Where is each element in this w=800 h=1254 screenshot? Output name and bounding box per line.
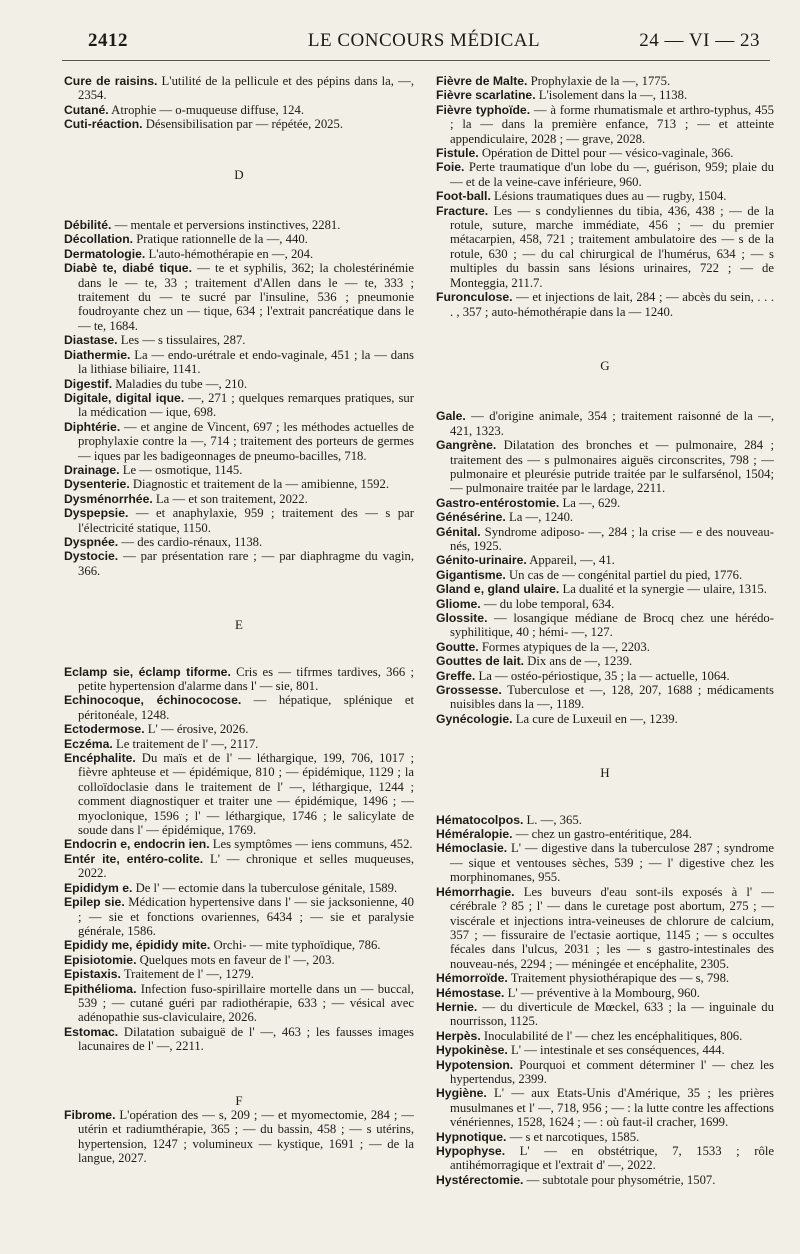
index-entry	[436, 640, 774, 654]
entry-text: Médication hypertensive dans l' — sie jacksonienne, 40 ; — sie et fonctions ovariennes, 6434 ; — sie et paralysie générale, 1586.	[78, 895, 414, 938]
index-entry	[64, 895, 414, 938]
entry-text: Un cas de — congénital partiel du pied, 1776.	[505, 567, 743, 582]
index-entry	[64, 232, 414, 246]
entry-text: — par présentation rare ; — par diaphragme du vagin, 366.	[78, 549, 414, 578]
entry-text: Pourquoi et comment déterminer l' — chez les hypertendus, 2399.	[450, 1057, 774, 1086]
entry-heading: Dystocie.	[64, 549, 119, 564]
section-letter: G	[600, 357, 610, 373]
index-entry	[436, 1000, 774, 1029]
entry-heading: Ectodermose.	[64, 722, 145, 737]
index-entry	[436, 510, 774, 524]
index-entry	[436, 189, 774, 203]
index-entry	[64, 377, 414, 391]
index-entry	[436, 409, 774, 438]
index-entry	[64, 1025, 414, 1054]
entry-text: Tuberculose et —, 128, 207, 1688 ; médicaments nuisibles dans la —, 1189.	[450, 683, 774, 712]
entry-heading: Cutané.	[64, 102, 109, 117]
entry-heading: Fièvre de Malte.	[436, 74, 528, 88]
entry-heading: Echinocoque, échinococose.	[64, 693, 242, 708]
entry-heading: Epilep sie.	[64, 895, 125, 910]
entry-heading: Hystérectomie.	[436, 1172, 524, 1187]
entry-text: L' — en obstétrique, 7, 1533 ; rôle antihémorragique et l'extrait d' —, 2022.	[450, 1144, 774, 1173]
index-entry	[64, 982, 414, 1025]
entry-text: La — endo-urétrale et endo-vaginale, 451 ; la — dans la lithiase biliaire, 1141.	[78, 347, 414, 377]
entry-text: Inoculabilité de l' — chez les encéphalitiques, 806.	[480, 1028, 743, 1043]
entry-text: La — ostéo-périostique, 35 ; la — actuelle, 1064.	[475, 668, 730, 683]
entry-heading: Gangrène.	[436, 438, 497, 453]
index-entry	[64, 333, 414, 347]
entry-text: Syndrome adiposo- —, 284 ; la crise — e des nouveau-nés, 1925.	[450, 524, 774, 553]
entry-heading: Eczéma.	[64, 736, 113, 751]
entry-text: Du maïs et de l' — léthargique, 199, 706, 1017 ; fièvre aphteuse et — épidémique, 810 ; — épidémique, 1129 ; la colloïdoclasie dans le traitement de l' —, léthargique, 1244 ; comment diagnostiquer et traiter une — épidémique, 1496 ; — myoclonique, 1596 ; l' — léthargique, 1746 ; le salicylate de soude dans l' — épidémique, 1769.	[78, 751, 414, 838]
index-entry	[64, 348, 414, 377]
entry-heading: Dysménorrhée.	[64, 491, 153, 506]
entry-heading: Fièvre scarlatine.	[436, 88, 536, 103]
index-entry	[436, 553, 774, 567]
entry-heading: Hypotension.	[436, 1057, 514, 1072]
index-entry	[436, 683, 774, 712]
index-entry	[436, 986, 774, 1000]
entry-text: Les — s condyliennes du tibia, 436, 438 ; — de la rotule, suture, marche immédiate, 456 ; — du premier métacarpien, 458, 721 ; traitement ambulatoire des — s de la rotule, 630 ; — du cal chirurgical de l'humérus, 634 ; — s multiples du bassin sans lésions urinaires, 722 ; — de Monteggia, 211.7.	[450, 203, 774, 290]
index-entry	[64, 535, 414, 549]
index-entry	[436, 88, 774, 102]
index-entry	[436, 1130, 774, 1144]
entry-heading: Epithélioma.	[64, 981, 137, 996]
entry-text: — des cardio-rénaux, 1138.	[118, 534, 263, 549]
index-entry	[436, 1043, 774, 1057]
entry-text: Le — osmotique, 1145.	[119, 462, 243, 477]
index-entry	[436, 827, 774, 841]
entry-text: Pratique rationnelle de la —, 440.	[133, 232, 308, 247]
index-entry	[64, 74, 414, 103]
index-entry	[64, 420, 414, 463]
entry-heading: Génésérine.	[436, 510, 506, 525]
entry-heading: Foie.	[436, 160, 465, 175]
entry-heading: Dysenterie.	[64, 477, 130, 492]
index-entry	[64, 665, 414, 694]
entry-heading: Dermatologie.	[64, 246, 146, 261]
entry-heading: Digitale, digital ique.	[64, 390, 185, 405]
index-entry	[436, 1058, 774, 1087]
entry-text: Appareil, —, 41.	[526, 553, 615, 568]
entry-text: L'auto-hémothérapie en —, 204.	[145, 246, 314, 261]
header-rule	[62, 60, 770, 61]
entry-text: Dix ans de —, 1239.	[524, 654, 633, 669]
entry-text: L' — érosive, 2026.	[144, 722, 249, 737]
entry-text: La dualité et la synergie — ulaire, 1315.	[559, 582, 767, 597]
entry-text: — te et syphilis, 362; la cholestérinémie dans le — te, 33 ; traitement d'Allen dans le — te, 333 ; traitement du — te sucré par l'insuline, 536 ; pneumonie foudroyante chez un — tique, 634 ; l'extrait pancréatique dans le — te, 1684.	[78, 261, 414, 333]
index-entry	[436, 1029, 774, 1043]
index-entry	[64, 103, 414, 117]
right-column	[436, 74, 774, 1187]
entry-text: — chez un gastro-entéritique, 284.	[512, 827, 692, 842]
entry-heading: Hémostase.	[436, 985, 505, 1000]
entry-heading: Gastro-entérostomie.	[436, 495, 560, 510]
index-entry	[64, 391, 414, 420]
index-entry	[436, 290, 774, 319]
index-entry	[64, 549, 414, 578]
entry-heading: Drainage.	[64, 462, 120, 477]
index-entry	[436, 1086, 774, 1129]
entry-text: De l' — ectomie dans la tuberculose génitale, 1589.	[132, 880, 398, 895]
index-entry	[436, 611, 774, 640]
index-entry	[64, 1108, 414, 1166]
index-entry	[436, 160, 774, 189]
entry-text: — d'origine animale, 354 ; traitement raisonné de la —, 421, 1323.	[450, 409, 774, 438]
entry-heading: Entér ite, entéro-colite.	[64, 851, 204, 866]
index-entry	[436, 841, 774, 884]
index-entry	[64, 751, 414, 837]
entry-text: Le traitement de l' —, 2117.	[112, 736, 259, 751]
entry-text: La — et son traitement, 2022.	[152, 491, 308, 506]
entry-heading: Gale.	[436, 409, 466, 424]
index-entry	[64, 881, 414, 895]
entry-heading: Epididy me, épididy mite.	[64, 938, 211, 953]
index-entry	[436, 971, 774, 985]
entry-text: Quelques mots en faveur de l' —, 203.	[136, 952, 335, 967]
entry-heading: Diathermie.	[64, 347, 131, 362]
entry-text: Maladies du tube —, 210.	[112, 376, 248, 391]
entry-heading: Endocrin e, endocrin ien.	[64, 837, 210, 852]
entry-heading: Gouttes de lait.	[436, 654, 525, 669]
entry-text: Perte traumatique d'un lobe du —, guérison, 959; plaie du — et de la veine-cave inférieure, 960.	[450, 160, 774, 189]
entry-text: Cris es — tifrmes tardives, 366 ; petite hypertension d'alarme dans l' — sie, 801.	[78, 664, 414, 693]
index-entry	[64, 737, 414, 751]
entry-heading: Gliome.	[436, 596, 481, 611]
entry-heading: Fièvre typhoïde.	[436, 102, 531, 117]
entry-text: L' — aux Etats-Unis d'Amérique, 35 ; les prières musulmanes et l' —, 718, 956 ; — : la lutte contre les affections vénériennes, 1528, 1624 ; — : où faut-il cracher, 1699.	[450, 1086, 774, 1130]
index-entry	[64, 967, 414, 981]
entry-text: Infection fuso-spirillaire mortelle dans un — buccal, 539 ; — cutané guéri par radiothérapie, 633 ; — vésical avec adénopathie sus-claviculaire, 2026.	[78, 981, 414, 1025]
entry-heading: Glossite.	[436, 611, 488, 625]
index-entry	[436, 1144, 774, 1173]
entry-text: Formes atypiques de la —, 2203.	[478, 639, 650, 654]
index-entry	[64, 261, 414, 333]
entry-heading: Gynécologie.	[436, 711, 513, 726]
entry-heading: Hémorrhagie.	[436, 884, 515, 899]
entry-heading: Fracture.	[436, 203, 489, 218]
entry-heading: Herpès.	[436, 1028, 481, 1043]
entry-text: — du diverticule de Mœckel, 633 ; la — inguinale du nourrisson, 1125.	[450, 999, 774, 1029]
entry-heading: Hypophyse.	[436, 1144, 506, 1158]
entry-text: L' — intestinale et ses conséquences, 444.	[507, 1043, 725, 1058]
entry-heading: Diphtérie.	[64, 419, 121, 434]
section-letter: H	[600, 765, 610, 781]
entry-text: — à forme rhumatismale et arthro-typhus, 455 ; la — dans la première enfance, 713 ; — et atteinte appendiculaire, 2028 ; — grave, 2028.	[450, 102, 774, 146]
index-entry	[436, 654, 774, 668]
entry-heading: Episiotomie.	[64, 952, 137, 967]
entry-text: L' — digestive dans la tuberculose 287 ; syndrome — sique et ventouses sèches, 539 ; — l' digestive chez les morphinomanes, 955.	[450, 841, 774, 885]
entry-heading: Décollation.	[64, 232, 134, 247]
index-entry	[64, 463, 414, 477]
index-entry	[64, 722, 414, 736]
entry-heading: Greffe.	[436, 668, 476, 683]
entry-heading: Fistule.	[436, 146, 479, 161]
section-letter: E	[235, 617, 243, 633]
index-entry	[436, 597, 774, 611]
entry-heading: Gland e, gland ulaire.	[436, 582, 560, 597]
entry-text: La cure de Luxeuil en —, 1239.	[512, 711, 678, 726]
index-entry	[64, 506, 414, 535]
entry-heading: Goutte.	[436, 639, 479, 654]
entry-text: — et anaphylaxie, 959 ; traitement des — s par l'électricité statique, 1150.	[78, 506, 414, 535]
entry-heading: Hématocolpos.	[436, 812, 524, 827]
index-entry	[64, 693, 414, 722]
entry-text: —, 271 ; quelques remarques pratiques, sur la médication — ique, 698.	[78, 390, 414, 420]
index-entry	[436, 146, 774, 160]
entry-text: Dilatation des bronches et — pulmonaire, 284 ; traitement des — s pulmonaires aiguës circonscrites, 798 ; — pulmonaire et pleurésie putride traitée par le sulfarsénol, 1504; — pulmonaire traitée par le lardage, 2211.	[450, 438, 774, 496]
entry-heading: Estomac.	[64, 1024, 119, 1039]
entry-heading: Héméralopie.	[436, 827, 513, 842]
index-entry	[436, 204, 774, 290]
index-entry	[64, 938, 414, 952]
page-header	[88, 30, 760, 56]
entry-heading: Epistaxis.	[64, 967, 121, 982]
index-entry	[64, 477, 414, 491]
issue-date: 24 — VI — 23	[639, 30, 760, 51]
index-entry	[436, 712, 774, 726]
index-entry	[436, 1173, 774, 1187]
index-entry	[436, 525, 774, 554]
entry-heading: Dyspnée.	[64, 534, 119, 549]
index-entry	[64, 852, 414, 881]
entry-heading: Fibrome.	[64, 1107, 116, 1122]
entry-heading: Dyspepsie.	[64, 506, 129, 521]
index-entry	[64, 117, 414, 131]
entry-text: Les — s tissulaires, 287.	[117, 333, 246, 348]
entry-text: Opération de Dittel pour — vésico-vaginale, 366.	[478, 146, 734, 161]
entry-text: L'utilité de la pellicule et des pépins dans la, —, 2354.	[78, 74, 414, 103]
entry-text: L'opération des — s, 209 ; — et myomectomie, 284 ; — utérin et radiumthérapie, 365 ; — du bassin, 458 ; — s utérins, hypertension, 1247 ; volumineux — kystique, 1691 ; — de la langue, 2027.	[78, 1107, 414, 1166]
section-letter: D	[234, 166, 244, 182]
index-entry	[64, 247, 414, 261]
entry-heading: Hygiène.	[436, 1086, 487, 1101]
index-entry	[436, 885, 774, 971]
entry-text: — et injections de lait, 284 ; — abcès du sein, . . . . , 357 ; auto-hémothérapie dans la — 1240.	[450, 290, 774, 319]
entry-heading: Foot-ball.	[436, 189, 491, 204]
page-number: 2412	[88, 30, 128, 51]
index-entry	[436, 74, 774, 88]
entry-heading: Eclamp sie, éclamp tiforme.	[64, 664, 231, 679]
entry-text: Traitement de l' —, 1279.	[120, 967, 254, 982]
entry-heading: Génito-urinaire.	[436, 553, 527, 568]
entry-heading: Hernie.	[436, 999, 478, 1014]
entry-heading: Débilité.	[64, 218, 112, 233]
entry-text: Diagnostic et traitement de la — amibienne, 1592.	[129, 477, 390, 492]
entry-text: Lésions traumatiques dues au — rugby, 1504.	[490, 189, 727, 204]
index-entry	[436, 496, 774, 510]
index-entry	[436, 669, 774, 683]
entry-text: — du lobe temporal, 634.	[480, 596, 615, 611]
entry-text: — subtotale pour physométrie, 1507.	[523, 1172, 716, 1187]
entry-text: Traitement physiothérapique des — s, 798.	[507, 971, 730, 986]
journal-title: LE CONCOURS MÉDICAL	[307, 30, 541, 51]
entry-heading: Grossesse.	[436, 683, 502, 698]
entry-heading: Génital.	[436, 524, 481, 539]
entry-heading: Furonculose.	[436, 290, 513, 305]
entry-heading: Epididym e.	[64, 880, 133, 895]
entry-heading: Hypnotique.	[436, 1129, 507, 1144]
entry-text: L. —, 365.	[523, 812, 582, 827]
index-entry	[436, 582, 774, 596]
entry-text: L' — préventive à la Mombourg, 960.	[504, 985, 700, 1000]
entry-heading: Encéphalite.	[64, 751, 136, 766]
entry-text: Orchi- — mite typhoïdique, 786.	[210, 938, 381, 953]
entry-text: Les symptômes — iens communs, 452.	[209, 837, 413, 852]
entry-heading: Gigantisme.	[436, 567, 506, 582]
entry-text: — losangique médiane de Brocq chez une hérédo-syphilitique, 40 ; hémi- —, 127.	[450, 611, 774, 640]
index-entry	[64, 492, 414, 506]
index-entry	[436, 438, 774, 496]
entry-heading: Diabè te, diabé tique.	[64, 261, 192, 276]
entry-text: Prophylaxie de la —, 1775.	[527, 74, 671, 88]
entry-heading: Hypokinèse.	[436, 1043, 508, 1058]
entry-text: L' — chronique et selles muqueuses, 2022.	[78, 851, 414, 881]
index-entry	[436, 813, 774, 827]
entry-heading: Hémorroïde.	[436, 971, 508, 986]
entry-text: L'isolement dans la —, 1138.	[535, 88, 688, 103]
index-entry	[64, 837, 414, 851]
index-entry	[436, 568, 774, 582]
entry-text: La —, 1240.	[505, 510, 574, 525]
left-column	[64, 74, 414, 1166]
entry-text: Désensibilisation par — répétée, 2025.	[142, 117, 344, 132]
index-entry	[64, 953, 414, 967]
entry-text: Les buveurs d'eau sont-ils exposés à l' — cérébrale ? 85 ; l' — dans le curetage post abortum, 275 ; — viscérale et injections intra-veineuses de chlorure de calcium, 357 ; — fissuraire de l'ectasie aortique, 1145 ; — s occultes fécales dans l'ulcus, 2031 ; les — s gastro-intestinales des nouveau-nés, 2294 ; — méningée et encéphalite, 2305.	[450, 884, 774, 971]
entry-text: — mentale et perversions instinctives, 2281.	[111, 218, 341, 233]
entry-text: Dilatation subaiguë de l' —, 463 ; les fausses images lacunaires de l' —, 2211.	[78, 1024, 414, 1054]
entry-text: — hépatique, splénique et péritonéale, 1248.	[78, 693, 414, 722]
entry-text: La —, 629.	[559, 495, 621, 510]
index-entry	[436, 103, 774, 146]
entry-text: — s et narcotiques, 1585.	[506, 1129, 640, 1144]
entry-heading: Cure de raisins.	[64, 74, 158, 88]
entry-text: Atrophie — o-muqueuse diffuse, 124.	[108, 102, 305, 117]
entry-heading: Diastase.	[64, 333, 118, 348]
index-entry	[64, 218, 414, 232]
entry-heading: Cuti-réaction.	[64, 117, 143, 132]
entry-text: — et angine de Vincent, 697 ; les méthodes actuelles de prophylaxie contre la —, 714 ; traitement des porteurs de germes — iques par les badigeonnages de pneumo-bacilles, 718.	[78, 419, 414, 463]
entry-heading: Hémoclasie.	[436, 841, 508, 856]
section-letter: F	[235, 1092, 243, 1108]
entry-heading: Digestif.	[64, 376, 113, 391]
